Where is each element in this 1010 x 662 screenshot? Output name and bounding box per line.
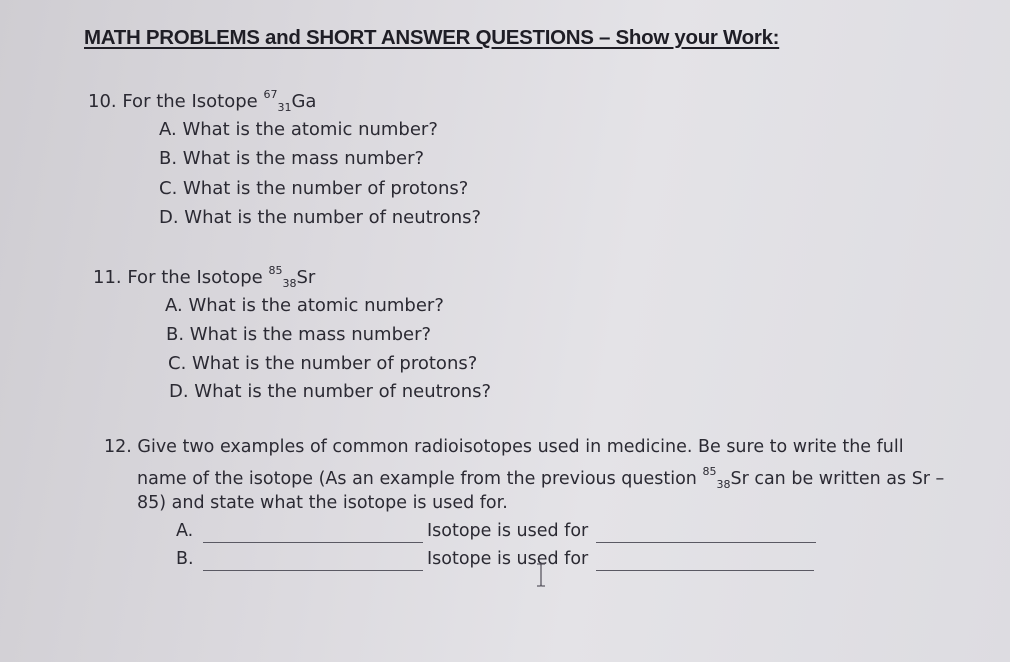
isotope-sr-example-atomic: 38 [716, 478, 731, 491]
question-11-part-a: A. What is the atomic number? [165, 295, 444, 316]
question-12-line-3: 85) and state what the isotope is used for. [137, 493, 508, 513]
question-10-part-c: C. What is the number of protons? [159, 178, 469, 199]
isotope-ga-notation [263, 88, 316, 114]
question-10-part-b: B. What is the mass number? [159, 148, 425, 169]
question-11-part-c: C. What is the number of protons? [168, 353, 478, 374]
isotope-ga-atomic: 31 [277, 101, 292, 114]
question-12-line-2-end: Sr can be written as Sr – [730, 469, 945, 489]
answer-a-use-blank[interactable] [596, 542, 816, 543]
answer-a-label: A. [176, 521, 194, 541]
question-12-line-2-start: name of the isotope (As an example from the previous question [137, 469, 703, 489]
answer-a-isotope-blank[interactable] [203, 542, 423, 543]
isotope-ga-symbol: Ga [291, 91, 317, 112]
answer-b-label: B. [176, 549, 194, 569]
question-10-prefix: 10. For the Isotope [88, 91, 264, 112]
isotope-sr-example [702, 465, 730, 491]
question-10-part-d: D. What is the number of neutrons? [159, 207, 482, 228]
question-11-part-b: B. What is the mass number? [166, 324, 432, 345]
question-10-prompt [88, 88, 316, 114]
question-11-part-d: D. What is the number of neutrons? [169, 381, 492, 402]
answer-a-used-for-label: Isotope is used for [427, 521, 589, 541]
isotope-sr-example-mass: 85 [702, 465, 717, 478]
text-cursor-icon [536, 563, 546, 587]
answer-b-used-for-label: Isotope is used for [427, 549, 589, 569]
isotope-sr-mass: 85 [268, 264, 283, 277]
question-12-line-1: 12. Give two examples of common radioisotopes used in medicine. Be sure to write the full [104, 437, 904, 457]
question-10-part-a: A. What is the atomic number? [159, 119, 438, 140]
answer-b-use-blank[interactable] [596, 570, 814, 571]
isotope-sr-notation [268, 264, 315, 290]
page-title: MATH PROBLEMS and SHORT ANSWER QUESTIONS – Show your Work: [84, 26, 780, 49]
answer-b-isotope-blank[interactable] [203, 570, 423, 571]
isotope-ga-mass: 67 [263, 88, 278, 101]
question-11-prefix: 11. For the Isotope [93, 267, 269, 288]
isotope-sr-atomic: 38 [282, 277, 297, 290]
isotope-sr-symbol: Sr [296, 267, 316, 288]
question-11-prompt [93, 264, 315, 290]
question-12-line-2 [137, 465, 944, 491]
